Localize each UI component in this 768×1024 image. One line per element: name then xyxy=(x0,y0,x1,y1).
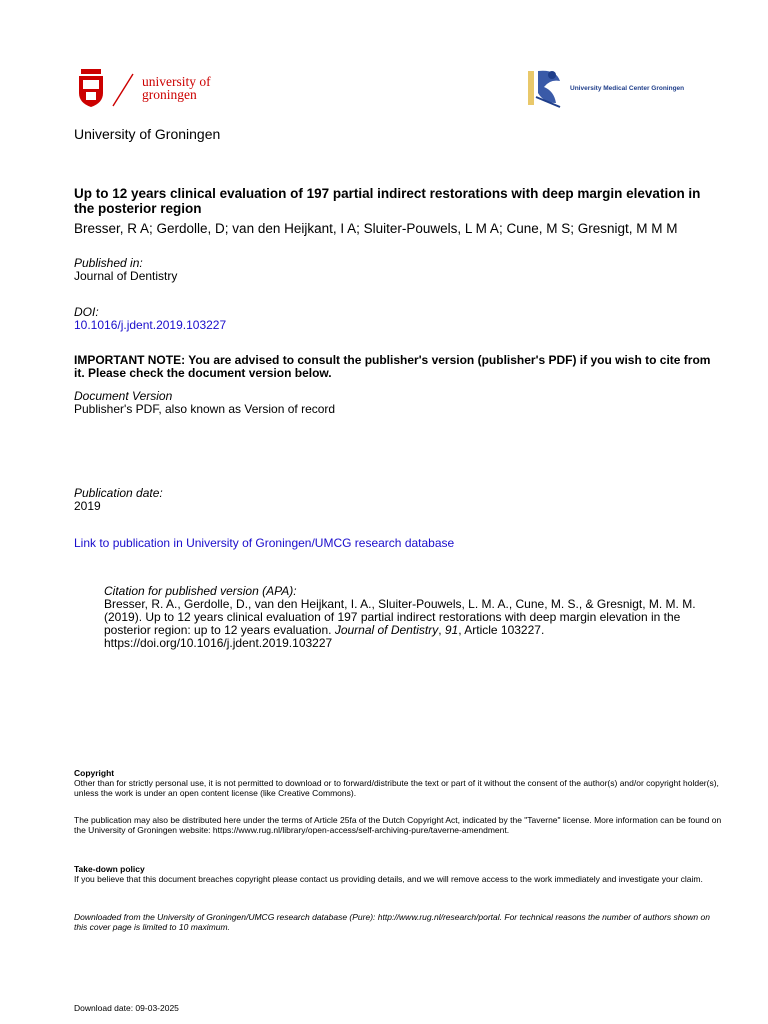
version-label: Document Version xyxy=(74,389,173,403)
citation-label: Citation for published version (APA): xyxy=(104,584,297,598)
published-value: Journal of Dentistry xyxy=(74,269,178,283)
umcg-emblem-icon xyxy=(526,67,564,109)
citation xyxy=(104,585,724,650)
important-note: IMPORTANT NOTE: You are advised to consult the publisher's version (publisher's PDF) if you wish to cite from it. Please check the document version below. xyxy=(74,353,711,380)
umcg-label: University Medical Center Groningen xyxy=(570,84,685,92)
rug-crest-icon xyxy=(78,69,104,107)
download-date: Download date: 09-03-2025 xyxy=(74,1003,179,1013)
document-version xyxy=(74,390,335,416)
doi-label: DOI: xyxy=(74,305,99,319)
takedown-section xyxy=(74,864,724,884)
publication-title: Up to 12 years clinical evaluation of 197 partial indirect restorations with deep margin elevation in the posterior region xyxy=(74,186,701,216)
published-label: Published in: xyxy=(74,256,143,270)
pubdate-label: Publication date: xyxy=(74,486,163,500)
institution-name: University of Groningen xyxy=(74,126,221,142)
citation-text: Bresser, R. A., Gerdolle, D., van den Heijkant, I. A., Sluiter-Pouwels, L. M. A., Cune, M. S., & Gresnigt, M. M. M. (2019). Up to 12 years clinical evaluation of 197 partial indirect restorations with deep margin elevation in the posterior region: up to 12 years evaluation. Journal of Dentistry, 91, Article 103227. https://doi.org/10.1016/j.jdent.2019.103227 xyxy=(104,597,696,650)
copyright-heading: Copyright xyxy=(74,768,115,778)
copyright-text: Other than for strictly personal use, it is not permitted to download or to forward/distribute the text or part of it without the consent of the author(s) and/or copyright holder(s), unless the work is under an open content license (like Creative Commons). xyxy=(74,778,719,798)
rug-wordmark: university of groningen xyxy=(142,74,211,102)
downloaded-note: Downloaded from the University of Groningen/UMCG research database (Pure): http://www.rug.nl/research/portal. For technical reasons the number of authors shown on this cover page is limited to 10 maximum. xyxy=(74,912,710,932)
takedown-text: If you believe that this document breaches copyright please contact us providing details, and we will remove access to the work immediately and investigate your claim. xyxy=(74,874,703,884)
published-in xyxy=(74,257,177,283)
takedown-heading: Take-down policy xyxy=(74,864,145,874)
publication-date xyxy=(74,487,163,513)
doi-link[interactable]: 10.1016/j.jdent.2019.103227 xyxy=(74,318,227,332)
taverne-text: The publication may also be distributed here under the terms of Article 25fa of the Dutch Copyright Act, indicated by the "Taverne" license. More information can be found on the University of Groningen website: https://www.rug.nl/library/open-access/self-archiving-pure/taverne-amendment. xyxy=(74,815,722,835)
rug-logo xyxy=(78,66,211,110)
umcg-logo xyxy=(526,66,684,110)
logo-slash-icon xyxy=(110,68,136,108)
database-link[interactable]: Link to publication in University of Groningen/UMCG research database xyxy=(74,536,455,550)
doi-section xyxy=(74,306,226,332)
copyright-section xyxy=(74,768,724,798)
version-value: Publisher's PDF, also known as Version of record xyxy=(74,402,336,416)
pubdate-value: 2019 xyxy=(74,499,101,513)
authors: Bresser, R A; Gerdolle, D; van den Heijkant, I A; Sluiter-Pouwels, L M A; Cune, M S; Gresnigt, M M M xyxy=(74,221,678,236)
